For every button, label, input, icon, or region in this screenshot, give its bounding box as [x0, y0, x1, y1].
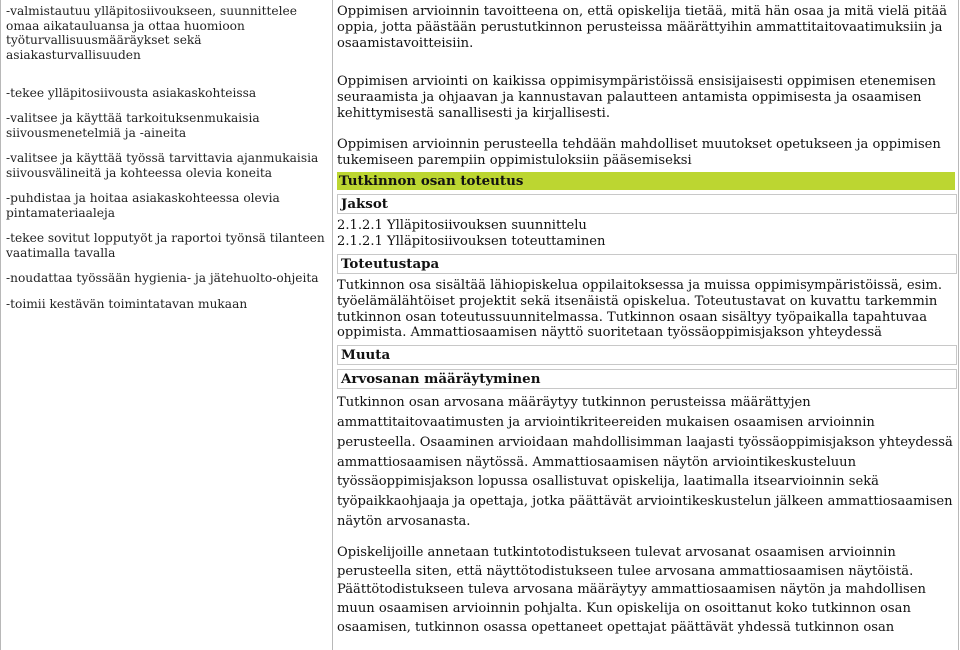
period-item: 2.1.2.1 Ylläpitosiivouksen toteuttaminen — [337, 234, 606, 250]
grading-heading: Arvosanan määräytyminen — [337, 369, 957, 389]
skill-item: -valmistautuu ylläpitosiivoukseen, suunnittelee omaa aikatauluansa ja ottaa huomioon työturvallisuusmääräykset sekä asiakasturvallisuuden — [6, 4, 297, 62]
skill-item: -valitsee ja käyttää tarkoituksenmukaisia siivousmenetelmiä ja -aineita — [6, 111, 260, 140]
skills-column — [6, 4, 330, 322]
implementation-heading: Tutkinnon osan toteutus — [337, 172, 955, 190]
table-column-divider — [332, 0, 333, 650]
method-heading: Toteutustapa — [337, 254, 957, 274]
table-border-left — [0, 0, 1, 650]
grading-paragraph: Tutkinnon osan arvosana määräytyy tutkinnon perusteissa määrättyjen ammattitaitovaatimusten ja arviointikriteereiden mukaisen osaamisen arvioinnin perusteella. Osaaminen arvioidaan mahdollisimman laajasti työssäoppimisjakson yhteydessä ammattiosaamisen näytössä. Ammattiosaamisen näytön arviointikeskusteluun työssäoppimisjakson lopussa osallistuvat opiskelija, laatimalla itsearvioinnin sekä työpaikkaohjaaja ja opettaja, jotka päättävät arviointikeskustelun jälkeen ammattiosaamisen näytön arvosanasta. — [337, 395, 953, 530]
skill-item: -noudattaa työssään hygienia- ja jätehuolto-ohjeita — [6, 271, 319, 286]
assessment-changes-paragraph: Oppimisen arvioinnin perusteella tehdään mahdolliset muutokset opetukseen ja oppimisen tukemiseen parempiin oppimistuloksiin pääsemiseksi — [337, 137, 941, 169]
method-paragraph: Tutkinnon osa sisältää lähiopiskelua oppilaitoksessa ja muissa oppimisympäristöissä, esim. työelämälähtöiset projektit sekä itsenäistä opiskelua. Toteutustavat on kuvattu tarkemmin tutkinnon osan toteutussuunnitelmassa. Tutkinnon osaan sisältyy työpaikalla tapahtuvaa oppimista. Ammattiosaamisen näyttö suoritetaan työssäoppimisjakson yhteydessä — [337, 278, 943, 341]
periods-heading: Jaksot — [337, 194, 957, 214]
skill-item: -tekee ylläpitosiivousta asiakaskohteissa — [6, 85, 257, 100]
assessment-goal-paragraph: Oppimisen arvioinnin tavoitteena on, että opiskelija tietää, mitä hän osaa ja mitä vielä pitää oppia, jotta päästään perustutkinnon perusteissa määrättyihin ammattitaitovaatimuksiin ja osaamistavoitteisiin. — [337, 4, 948, 51]
table-border-right — [958, 0, 959, 650]
period-item: 2.1.2.1 Ylläpitosiivouksen suunnittelu — [337, 218, 587, 234]
assessment-column — [337, 4, 955, 638]
certificate-paragraph: Opiskelijoille annetaan tutkintotodistukseen tulevat arvosanat osaamisen arvioinnin perusteella siten, että näyttötodistukseen tulee arvosana ammattiosaamisen näytöistä. Päättötodistukseen tuleva arvosana määräytyy ammattiosaamisen näytön ja mahdollisen muun osaamisen arvioinnin pohjalta. Kun opiskelija on osoittanut koko tutkinnon osan osaamisen, tutkinnon osassa opettaneet opettajat päättävät yhdessä tutkinnon osan — [337, 544, 926, 636]
periods-list — [337, 218, 955, 250]
other-heading: Muuta — [337, 345, 957, 365]
skill-item: -tekee sovitut lopputyöt ja raportoi työnsä tilanteen vaatimalla tavalla — [6, 231, 325, 260]
skill-item: -valitsee ja käyttää työssä tarvittavia ajanmukaisia siivousvälineitä ja kohteessa olevia koneita — [6, 151, 319, 180]
skill-item: -toimii kestävän toimintatavan mukaan — [6, 296, 248, 311]
skill-item: -puhdistaa ja hoitaa asiakaskohteessa olevia pintamateriaaleja — [6, 191, 280, 220]
assessment-method-paragraph: Oppimisen arviointi on kaikissa oppimisympäristöissä ensisijaisesti oppimisen etenemisen seuraamista ja ohjaavan ja kannustavan palautteen antamista oppimisesta ja osaamisen kehittymisestä sanallisesti ja kirjallisesti. — [337, 73, 936, 121]
